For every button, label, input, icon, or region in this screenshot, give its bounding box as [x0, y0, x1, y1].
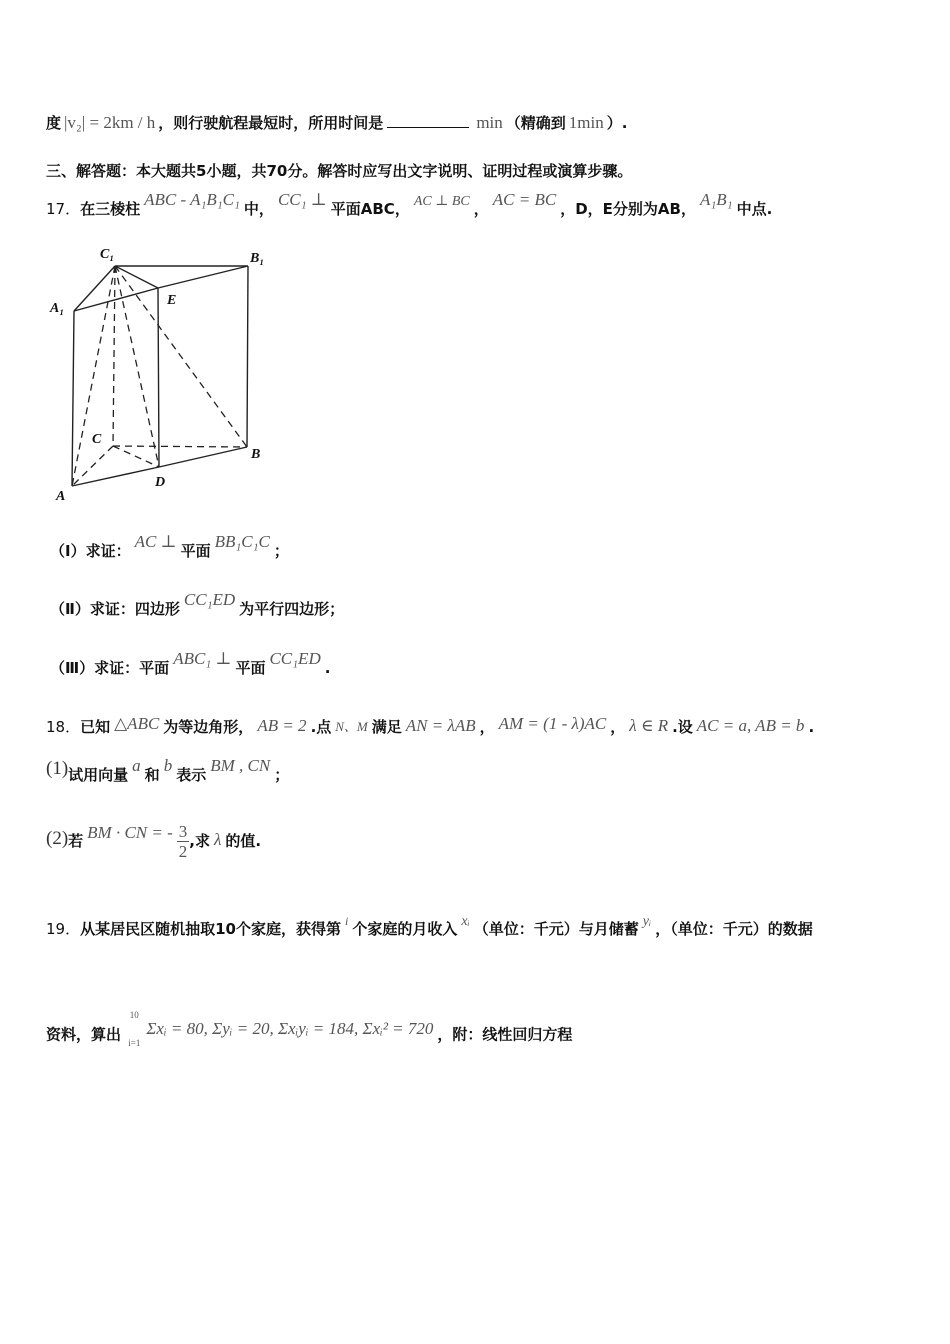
text: 平面ABC，	[330, 200, 410, 218]
math-unit: min	[476, 113, 503, 132]
text: ,求	[189, 832, 210, 850]
label-b: B	[251, 447, 261, 462]
label-e: E	[167, 293, 177, 308]
label-c: C	[92, 432, 102, 447]
text: ；	[274, 766, 290, 784]
text: 平面	[180, 542, 211, 560]
text: 若	[68, 832, 84, 850]
prev-line	[46, 112, 627, 133]
edge-db	[159, 447, 247, 467]
text: 在三棱柱	[80, 200, 141, 218]
q18-stem	[46, 716, 814, 737]
text: 为等边角形，	[163, 718, 254, 736]
edge-eb1	[158, 266, 248, 288]
q18-part-2	[46, 822, 261, 861]
edge-b1b	[247, 266, 248, 447]
text: （Ⅲ）求证：平面	[50, 659, 170, 677]
text: ；	[273, 542, 289, 560]
math: AC = a, AB = b	[696, 716, 805, 735]
edge-c1e	[115, 266, 158, 288]
text: .	[324, 659, 331, 677]
text: 满足	[371, 718, 402, 736]
text: 和	[144, 766, 160, 784]
edge-c1c	[113, 266, 115, 446]
math: ABC₁ ⊥	[173, 649, 232, 668]
q17-part-2	[50, 590, 345, 619]
math: λ ∈ R	[629, 716, 669, 735]
label-a1: A₁	[50, 301, 65, 316]
question-number: 18．	[46, 718, 81, 736]
math: AN = λAB	[405, 716, 476, 735]
sum-lower: i=1	[128, 1038, 141, 1048]
question-number: 17．	[46, 200, 81, 218]
part-label: (2)	[46, 828, 69, 849]
text: ，	[473, 200, 489, 218]
part-label: (1)	[46, 758, 69, 779]
text: （精确到	[505, 114, 566, 132]
text: 资料，算出	[46, 1025, 122, 1044]
text: （Ⅰ）求证：	[50, 542, 131, 560]
edge-ed	[158, 288, 159, 467]
math: AM = (1 - λ)AC	[498, 714, 607, 733]
q18-part-1	[46, 756, 290, 786]
label-b1: B₁	[250, 251, 265, 266]
q17-part-1	[50, 532, 289, 561]
math: CC₁ED	[183, 590, 236, 609]
text: .点	[310, 718, 332, 736]
label-a: A	[56, 489, 66, 504]
math: A₁B₁	[699, 190, 733, 209]
math: AC = BC	[492, 190, 557, 209]
edge-a1a	[72, 311, 74, 486]
math-sums: Σxᵢ = 80, Σyᵢ = 20, Σxᵢyᵢ = 184, Σxᵢ² = 720	[146, 1018, 434, 1038]
text: （Ⅱ）求证：四边形	[50, 600, 180, 618]
text: （单位：千元）与月储蓄	[473, 920, 639, 938]
text: .设	[672, 718, 693, 736]
math: CC₁ ⊥	[277, 190, 327, 209]
math: AB = 2	[257, 716, 307, 735]
text: ，D，E分别为AB，	[560, 200, 696, 218]
text: 平面	[235, 659, 266, 677]
numerator: 3	[178, 822, 188, 841]
math: △ABC	[114, 714, 160, 733]
q19-line-2	[46, 1010, 573, 1054]
math: b	[163, 756, 173, 775]
math: ABC - A₁B₁C₁	[144, 190, 240, 209]
text: 中，	[243, 200, 274, 218]
section-title: 三、解答题：本大题共5小题，共70分。解答时应写出文字说明、证明过程或演算步骤。	[46, 162, 633, 180]
text: 为平行四边形；	[239, 600, 345, 618]
q19-stem	[46, 914, 813, 939]
math: CC₁ED	[269, 649, 321, 668]
answer-blank[interactable]	[387, 127, 469, 128]
text: 的值.	[225, 832, 262, 850]
edge-c1b	[115, 266, 247, 447]
math: AC ⊥	[134, 532, 177, 551]
text: 度	[46, 114, 62, 132]
text: ，（单位：千元）的数据	[655, 920, 813, 938]
edge-cd	[113, 446, 159, 467]
edge-ad	[72, 467, 159, 486]
q17-stem	[46, 190, 773, 219]
edge-a1c1	[74, 266, 115, 311]
math-precision: 1min	[568, 113, 604, 132]
text: ）.	[606, 114, 628, 132]
label-c1: C₁	[100, 247, 115, 262]
text: 从某居民区随机抽取10个家庭，获得第	[80, 920, 341, 938]
edge-c1a	[72, 266, 115, 486]
text: ，	[479, 718, 495, 736]
math: N、M	[335, 719, 368, 734]
sum-notation	[128, 1010, 140, 1048]
prism-figure	[40, 238, 280, 508]
sum-upper: 10	[129, 1010, 139, 1020]
math: i	[344, 914, 349, 928]
math: BM , CN	[210, 756, 271, 775]
math: AC ⊥ BC	[413, 194, 470, 209]
math: a	[132, 756, 141, 775]
math: λ	[213, 830, 222, 849]
math: xᵢ	[461, 914, 470, 929]
math: BM · CN = -	[87, 823, 173, 842]
label-d: D	[155, 475, 166, 490]
denominator: 2	[178, 842, 188, 861]
text: 已知	[80, 718, 111, 736]
q17-part-3	[50, 649, 331, 678]
text: 表示	[176, 766, 207, 784]
question-number: 19．	[46, 920, 81, 938]
edge-ca	[72, 446, 113, 486]
text: ，附：线性回归方程	[437, 1025, 573, 1044]
text: 个家庭的月收入	[352, 920, 458, 938]
math: BB₁C₁C	[214, 532, 270, 551]
text: .	[808, 718, 815, 736]
text: ，则行驶航程最短时，所用时间是	[158, 114, 384, 132]
math: yᵢ	[642, 914, 652, 929]
text: ，	[610, 718, 626, 736]
text: 中点.	[736, 200, 773, 218]
math-speed: |v₂| = 2km / h	[64, 113, 156, 132]
edge-cb	[113, 446, 247, 447]
text: 试用向量	[68, 766, 129, 784]
fraction	[177, 822, 190, 861]
